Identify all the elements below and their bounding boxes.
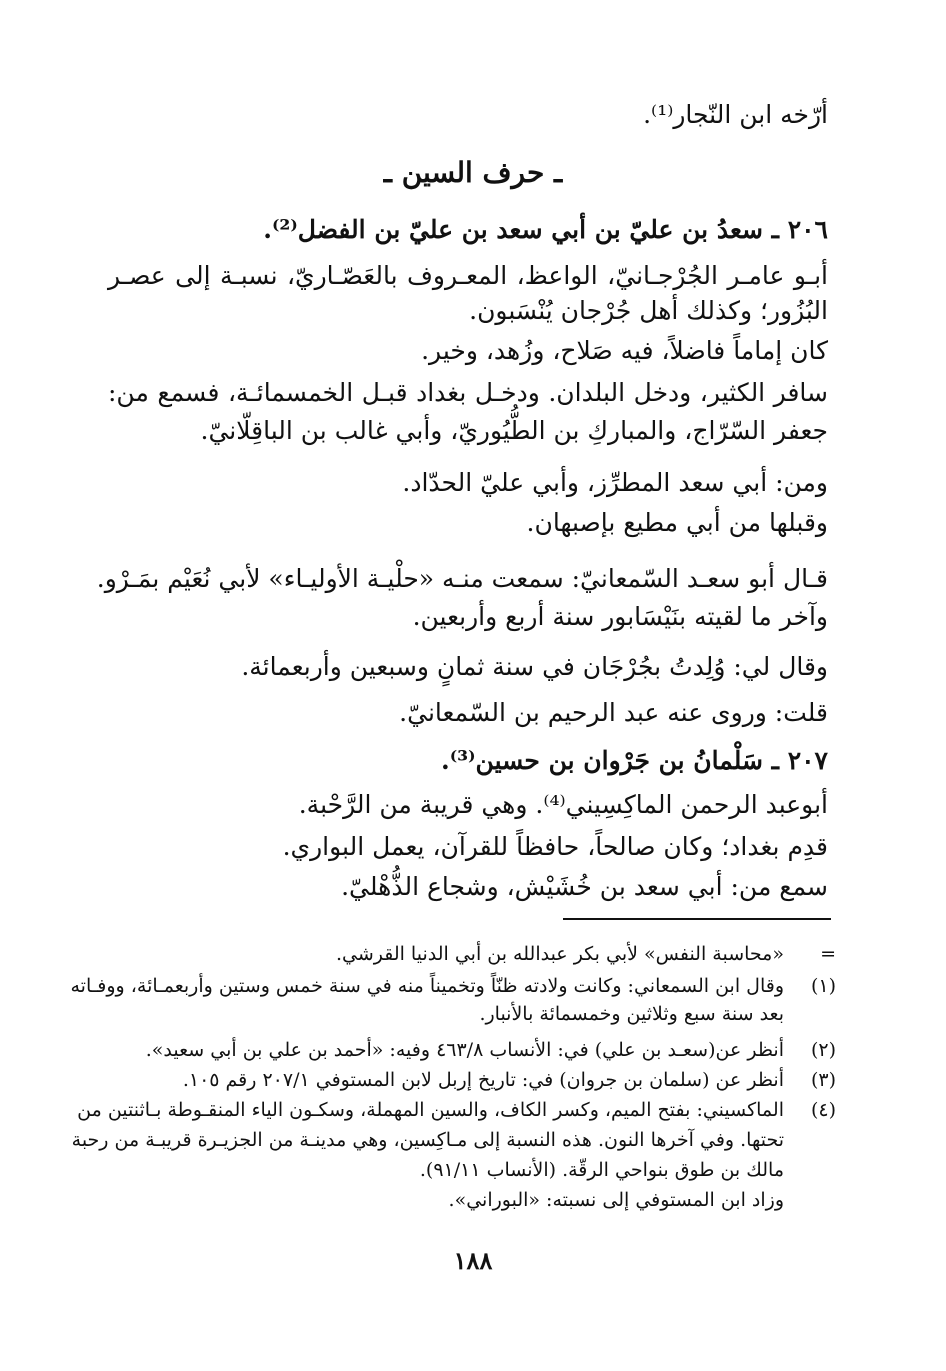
footnote-continuation-mark: = bbox=[820, 943, 836, 965]
footnote-4-line-4: وزاد ابن المستوفي إلى نسبته: «البوراني». bbox=[448, 1189, 784, 1211]
footnote-3: أنظر عن (سلمان بن جروان) في: تاريخ إربل لابن المستوفي ٢٠٧/١ رقم ١٠٥. bbox=[182, 1069, 784, 1091]
entry-207-title: ٢٠٧ ـ سَلْمانُ بن جَرْوان بن حسين⁽³⁾. bbox=[441, 746, 828, 775]
footnote-4-line-1: الماكسيني: بفتح الميم، وكسر الكاف، والسين المهملة، وسكـون الياء المنقـوطة بـاثنتين من bbox=[77, 1099, 784, 1121]
text-line-8: ومن: أبي سعد المطرِّز، وأبي عليّ الحدّاد. bbox=[402, 468, 828, 497]
text-line-4: البُزُور؛ وكذلك أهل جُرْجان يُنْسَبون. bbox=[469, 296, 828, 325]
text-line-10: قـال أبو سعـد السّمعانيّ: سمعت منـه «حلْيـة الأوليـاء» لأبي نُعَيْم بمَـرْو. bbox=[96, 564, 828, 593]
footnote-1-line-2: بعد سنة سبع وثلاثين وخمسمائة بالأنبار. bbox=[479, 1003, 784, 1025]
text-line-16: قدِم بغداد؛ وكان صالحاً، حافظاً للقرآن، يعمل البواري. bbox=[282, 832, 828, 861]
text-line-17: سمع من: أبي سعد بن خُشَيْش، وشجاع الذُّهْليّ. bbox=[341, 872, 828, 901]
text-line-5: كان إماماً فاضلاً، فيه صَلاح، وزُهد، وخير. bbox=[421, 336, 828, 365]
text-line-15: أبوعبد الرحمن الماكِسِيني⁽⁴⁾. وهي قريبة من الرَّحْبة. bbox=[298, 790, 828, 819]
text-line-11: وآخر ما لقيته بنَيْسَابور سنة أربع وأربعين. bbox=[412, 602, 828, 631]
text-line-6: سافر الكثير، ودخل البلدان. ودخـل بغداد قبـل الخمسمائـة، فسمع من: bbox=[108, 378, 828, 407]
footnote-2-mark: (٢) bbox=[810, 1039, 836, 1061]
page-number: ١٨٨ bbox=[453, 1246, 493, 1275]
footnote-2: أنظر عن(سعـد بن علي) في: الأنساب ٤٦٣/٨ وفيه: «أحمد بن علي بن أبي سعيد». bbox=[145, 1039, 784, 1061]
footnote-4-line-3: مالك بن طوق بنواحي الرقّة. (الأنساب ٩١/١١). bbox=[419, 1159, 784, 1181]
text-line-3: أبـو عامـر الجُرْجـانيّ، الواعظ، المعـروف بالعَصّـاريّ، نسبـة إلى عصـر bbox=[108, 261, 828, 290]
footnote-3-mark: (٣) bbox=[810, 1069, 836, 1091]
footnote-1-mark: (١) bbox=[810, 975, 836, 997]
footnote-1-line-1: وقال ابن السمعاني: وكانت ولادته ظنّاً وتخميناً منه في سنة خمس وستين وأربعمـائة، ووفـاته bbox=[70, 975, 784, 997]
text-line-1: أرّخه ابن النّجار⁽¹⁾. bbox=[643, 100, 828, 129]
footnote-4-line-2: تحتها. وفي آخرها النون. هذه النسبة إلى مـاكِسين، وهي مدينـة من الجزيـرة قريبـة من رحبة bbox=[71, 1129, 784, 1151]
text-line-9: وقبلها من أبي مطيع بإصبهان. bbox=[526, 508, 828, 537]
footnote-continuation: «محاسبة النفس» لأبي بكر عبدالله بن أبي الدنيا القرشي. bbox=[335, 943, 784, 965]
text-line-13: قلت: وروى عنه عبد الرحيم بن السّمعانيّ. bbox=[399, 698, 828, 727]
text-line-12: وقال لي: وُلِدتُ بجُرْجَان في سنة ثمانٍ وسبعين وأربعمائة. bbox=[241, 652, 828, 681]
entry-206-title: ٢٠٦ ـ سعدُ بن عليّ بن أبي سعد بن عليّ بن الفضل⁽²⁾. bbox=[263, 215, 828, 244]
text-line-7: جعفر السّرّاج، والمباركِ بن الطُّيُوريّ، وأبي غالب بن الباقِلّانيّ. bbox=[200, 416, 828, 445]
footnote-4-mark: (٤) bbox=[810, 1099, 836, 1121]
footnote-separator bbox=[563, 918, 831, 920]
section-heading: ـ حرف السين ـ bbox=[383, 156, 563, 189]
